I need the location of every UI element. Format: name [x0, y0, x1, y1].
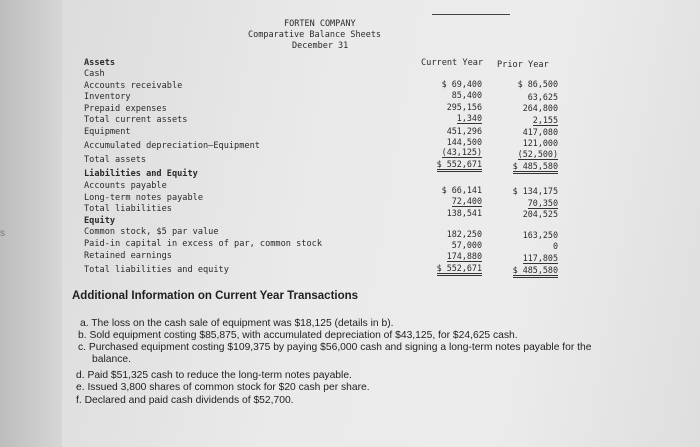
total-assets-current: $ 552,671: [437, 159, 482, 172]
column-prior-year: Prior Year: [497, 60, 549, 70]
label-common-stock: Common stock, $5 par value: [84, 227, 219, 237]
cash-current: $ 69,400: [441, 79, 482, 89]
label-paid-in-capital: Paid-in capital in excess of par, common stock: [84, 239, 322, 249]
label-total-current-assets: Total current assets: [84, 115, 188, 125]
label-accounts-payable: Accounts payable: [84, 181, 167, 191]
accum-dep-prior: (52,500): [517, 149, 558, 159]
accum-dep-current: (43,125): [441, 147, 482, 157]
label-long-term-notes: Long-term notes payable: [84, 193, 203, 203]
payable-prior: $ 134,175: [512, 186, 558, 196]
receivable-prior: 63,625: [527, 92, 558, 102]
label-retained-earnings: Retained earnings: [84, 251, 172, 261]
note-d: d. Paid $51,325 cash to reduce the long-term notes payable.: [76, 370, 352, 381]
total-liabilities-equity-prior: $ 485,580: [513, 265, 558, 278]
total-liabilities-prior: 204,525: [522, 209, 558, 219]
edge-mark: s: [0, 228, 5, 239]
retained-prior: 117,805: [522, 253, 558, 263]
paid-in-current: 57,000: [451, 240, 482, 250]
company-name: FORTEN COMPANY: [284, 19, 356, 29]
note-c-continued: balance.: [92, 354, 131, 365]
notes-current: 72,400: [451, 196, 482, 206]
page-left-edge: [0, 0, 62, 447]
label-inventory: Inventory: [84, 92, 131, 102]
label-cash: Cash: [84, 69, 105, 79]
label-accumulated-depreciation: Accumulated depreciation—Equipment: [84, 141, 260, 151]
total-liabilities-equity-current: $ 552,671: [437, 263, 482, 276]
additional-info-title: Additional Information on Current Year Transactions: [72, 290, 359, 302]
note-c: c. Purchased equipment costing $109,375 by paying $56,000 cash and signing a long-term notes payable for the: [78, 342, 592, 353]
total-liabilities-current: 138,541: [446, 208, 482, 218]
total-current-assets-current: 451,296: [446, 126, 482, 136]
liabilities-heading: Liabilities and Equity: [84, 169, 198, 179]
note-a: a. The loss on the cash sale of equipment was $18,125 (details in b).: [80, 318, 394, 329]
note-f: f. Declared and paid cash dividends of $52,700.: [76, 395, 294, 406]
prepaid-prior: 2,155: [532, 115, 558, 125]
common-prior: 163,250: [522, 230, 558, 240]
total-current-assets-prior: 417,080: [522, 127, 558, 137]
paid-in-prior: 0: [552, 241, 558, 251]
equity-heading: Equity: [84, 216, 116, 226]
column-current-year: Current Year: [421, 58, 484, 68]
note-b: b. Sold equipment costing $85,875, with accumulated depreciation of $43,125, for $24,625 cash.: [78, 330, 518, 341]
notes-prior: 70,350: [527, 198, 558, 208]
note-e: e. Issued 3,800 shares of common stock for $20 cash per share.: [76, 382, 370, 393]
label-total-liabilities-equity: Total liabilities and equity: [84, 265, 229, 275]
label-total-assets: Total assets: [84, 155, 147, 165]
inventory-prior: 264,800: [522, 103, 558, 113]
top-rule: [432, 14, 510, 15]
common-current: 182,250: [446, 229, 482, 239]
label-total-liabilities: Total liabilities: [84, 204, 172, 214]
receivable-current: 85,400: [451, 90, 482, 100]
inventory-current: 295,156: [446, 102, 482, 112]
prepaid-current: 1,340: [456, 113, 482, 123]
equipment-current: 144,500: [446, 137, 482, 147]
equipment-prior: 121,000: [522, 138, 558, 148]
label-prepaid-expenses: Prepaid expenses: [84, 104, 167, 114]
payable-current: $ 66,141: [441, 185, 482, 195]
cash-prior: $ 86,500: [517, 79, 558, 89]
total-assets-prior: $ 485,580: [513, 161, 558, 174]
label-accounts-receivable: Accounts receivable: [84, 81, 183, 91]
statement-title: Comparative Balance Sheets: [248, 30, 382, 40]
label-equipment: Equipment: [84, 127, 131, 137]
assets-heading: Assets: [84, 58, 116, 68]
retained-current: 174,880: [446, 251, 482, 261]
statement-date: December 31: [292, 41, 349, 51]
